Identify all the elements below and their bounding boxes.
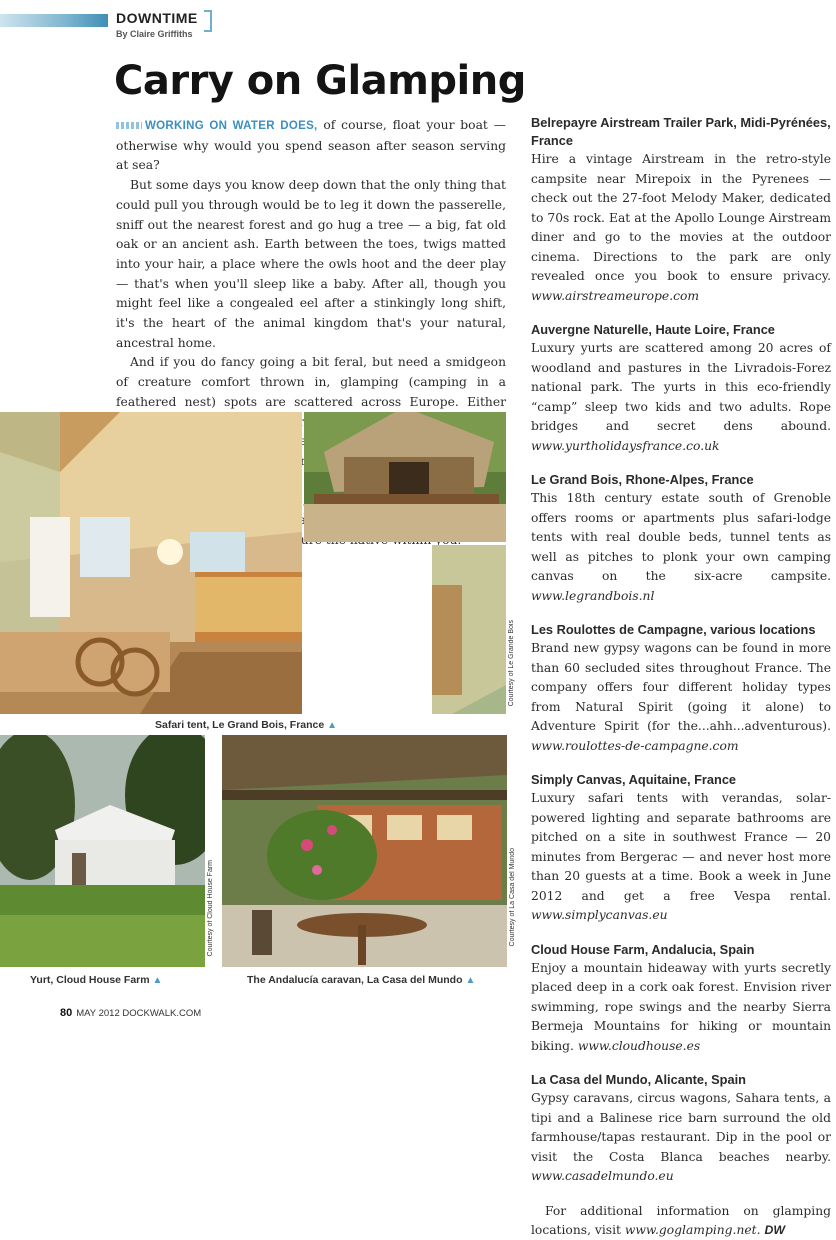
- listing-url[interactable]: www.roulottes-de-campagne.com: [531, 738, 739, 753]
- caravan-illustration: [222, 735, 507, 967]
- listing-entry: [531, 1071, 831, 1187]
- yurt-illustration: [0, 735, 205, 967]
- listing-title: La Casa del Mundo, Alicante, Spain: [531, 1072, 746, 1087]
- footer-text: MAY 2012 DOCKWALK.COM: [76, 1008, 202, 1019]
- listing-title: Belrepayre Airstream Trailer Park, Midi-Pyrénées, France: [531, 115, 831, 148]
- listing-entry: [531, 621, 831, 756]
- listing-url[interactable]: www.airstreameurope.com: [531, 288, 700, 303]
- photo-credit-tent: Courtesy of Le Grande Bois: [508, 620, 515, 707]
- caravan-photo: [222, 735, 507, 967]
- safari-tent-interior-illustration: [0, 412, 302, 714]
- page-number: 80: [60, 1007, 73, 1019]
- listing-title: Le Grand Bois, Rhone-Alpes, France: [531, 472, 754, 487]
- yurt-photo: [0, 735, 205, 967]
- lead-bars-decoration: [116, 122, 142, 129]
- intro-lead-paragraph: [116, 116, 506, 176]
- photo-caption-tent: [155, 719, 337, 731]
- photo-credit-yurt: Courtesy of Cloud House Farm: [207, 860, 214, 957]
- intro-paragraph: But some days you know deep down that the only thing that could pull you through would be to leg it down the passerelle, sniff out the nearest forest and go hug a tree — a big, fat old oak or an ancient ash. Earth between the toes, twigs matted into your hair, a place where the owls hoot and the deer play — that's when you'll sleep like a baby. After all, though you might feel like a congealed eel after a stinkingly long shift, it's the heart of the animal kingdom that's your natural, ancestral home.: [116, 178, 506, 350]
- page-title: Carry on Glamping: [114, 58, 526, 104]
- listing-entry: [531, 321, 831, 456]
- listing-body: Gypsy caravans, circus wagons, Sahara tents, a tipi and a Balinese rice barn surround the old farmhouse/tapas restaurant. Dip in the pool or visit the Costa Blanca beaches nearby.: [531, 1091, 831, 1164]
- listing-entry: [531, 941, 831, 1057]
- section-bracket-decoration: [204, 10, 212, 32]
- listing-body: Hire a vintage Airstream in the retro-style campsite near Mirepoix in the Pyrenees — check out the 27-foot Melody Maker, dedicated to 70s rock. Eat at the Apollo Lounge Airstream diner and go to the movies at the outdoor cinema. Directions to the park are only revealed once you book to ensure privacy.: [531, 152, 831, 283]
- listing-body: Enjoy a mountain hideaway with yurts secretly placed deep in a cork oak forest. Envision river swimming, rope swings and the nearby Sierra Bermeja Mountains for hiking or mountain biking.: [531, 960, 831, 1053]
- caption-triangle-icon: ▲: [152, 975, 163, 986]
- listing-title: Simply Canvas, Aquitaine, France: [531, 772, 737, 787]
- listing-url[interactable]: www.legrandbois.nl: [531, 588, 655, 603]
- listings-column: [531, 114, 831, 1240]
- listing-entry: [531, 471, 831, 606]
- lead-rest: of course, float your boat — otherwise why would you spend season after season serving at sea?: [116, 118, 506, 173]
- listing-entry: [531, 771, 831, 926]
- caption-text: Safari tent, Le Grand Bois, France: [155, 719, 325, 731]
- listing-text: [531, 959, 831, 1057]
- listing-body: This 18th century estate south of Grenoble offers rooms or apartments plus safari-lodge tents with real double beds, tunnel tents as well as pitches to plonk your own camping canvas on the six-acre campsite.: [531, 491, 831, 583]
- listing-text: [531, 489, 831, 606]
- listing-text: [531, 339, 831, 456]
- additional-info-note: [531, 1202, 831, 1240]
- listing-entry: [531, 114, 831, 306]
- section-title: DOWNTIME: [116, 10, 198, 26]
- caption-text: Yurt, Cloud House Farm: [30, 974, 150, 986]
- listing-text: [531, 1089, 831, 1187]
- note-text: For additional information on glamping locations, visit: [531, 1203, 831, 1237]
- listing-title: Cloud House Farm, Andalucia, Spain: [531, 941, 755, 957]
- photo-credit-caravan: Courtesy of La Casa del Mundo: [509, 848, 516, 947]
- listing-body: Luxury safari tents with verandas, solar-powered lighting and separate bathrooms are pitched on a site in southwest France — 20 minutes from Bergerac — and never host more than 20 guests at a time. Book a week in June 2012 and get a free Vespa rental.: [531, 791, 831, 903]
- listing-url[interactable]: www.yurtholidaysfrance.co.uk: [531, 438, 720, 453]
- note-url[interactable]: www.goglamping.net.: [624, 1222, 761, 1237]
- listing-url[interactable]: www.casadelmundo.eu: [531, 1169, 674, 1183]
- photo-caption-yurt: [30, 974, 162, 986]
- listing-title: Les Roulottes de Campagne, various locations: [531, 622, 816, 637]
- tent-canvas-detail-photo: [432, 545, 506, 714]
- listing-url[interactable]: www.cloudhouse.es: [577, 1038, 701, 1053]
- caption-triangle-icon: ▲: [465, 975, 476, 986]
- safari-tent-interior-photo: [0, 412, 302, 714]
- caption-triangle-icon: ▲: [327, 720, 338, 731]
- byline: By Claire Griffiths: [116, 29, 193, 39]
- listing-text: [531, 789, 831, 926]
- lead-caps: WORKING ON WATER DOES,: [145, 120, 318, 132]
- safari-tent-exterior-photo: [304, 412, 506, 542]
- intro-paragraph: And if you do fancy going a bit feral, but need a smidgeon of creature comfort thrown in, glamping (camping in a feathered nest) spots are scattered across Europe. Either: [116, 355, 506, 409]
- listing-text: [531, 150, 831, 306]
- listing-url[interactable]: www.simplycanvas.eu: [531, 908, 668, 922]
- listing-title: Auvergne Naturelle, Haute Loire, France: [531, 322, 775, 337]
- listing-body: Luxury yurts are scattered among 20 acres of woodland and pastures in the Livradois-Forez national park. The yurts in this eco-friendly “camp” sleep two kids and two adults. Rope bridges and secret dens abound.: [531, 341, 831, 433]
- page-footer: [60, 1007, 201, 1019]
- safari-tent-exterior-illustration: [304, 412, 506, 542]
- tent-canvas-illustration: [432, 545, 506, 714]
- end-mark: DW: [764, 1222, 785, 1237]
- caption-text: The Andalucía caravan, La Casa del Mundo: [247, 974, 463, 986]
- photo-caption-caravan: [247, 974, 475, 986]
- listing-body: Brand new gypsy wagons can be found in more than 60 secluded sites throughout France. The company offers four different holiday types from Natural Spirit (going it alone) to Adventure Spirit (for the...ahh...adventurous).: [531, 641, 831, 733]
- section-color-bar: [0, 14, 108, 27]
- listing-text: [531, 639, 831, 756]
